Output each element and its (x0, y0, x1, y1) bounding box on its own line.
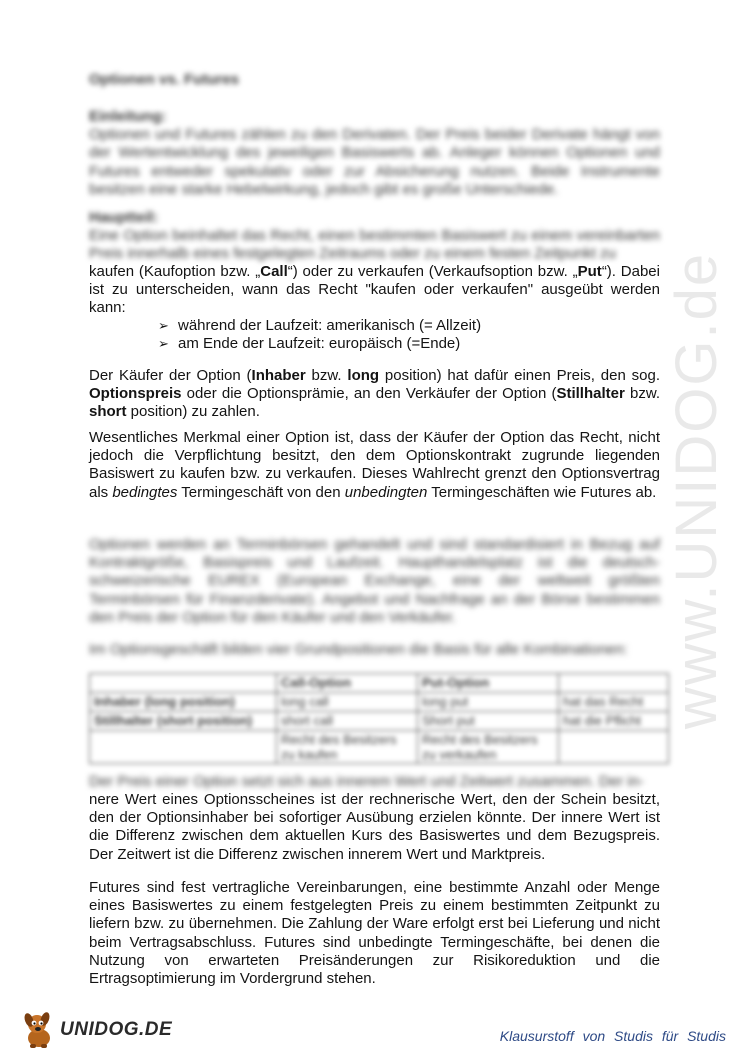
logo-text: UNIDOG.DE (60, 1019, 173, 1040)
unidog-logo (20, 1010, 172, 1050)
arrow-bullet-icon: ➢ (158, 336, 169, 352)
term-call: Call (260, 263, 288, 280)
paragraph-positions-blurred: Im Optionsgeschäft bilden vier Grundpositionen die Basis für alle Kombinationen: (89, 641, 628, 658)
dog-mascot-icon (20, 1010, 58, 1050)
document-title: Optionen vs. Futures (89, 71, 240, 88)
paragraph-call-put: kaufen (Kaufoption bzw. „Call“) oder zu verkaufen (Verkaufsoption bzw. „Put“). Dabei ist zu unterscheiden, wann das Recht "kaufen oder verkaufen" ausgeübt werden kann: (89, 263, 660, 317)
paragraph-option-feature: Wesentliches Merkmal einer Option ist, dass der Käufer der Option das Recht, nicht jedoch die Verpflichtung besitzt, den dem Optionskontrakt zugrunde liegenden Basiswert zu kaufen bzw. zu verkaufen. Dieses Wahlrecht grenzt den Optionsvertrag als bedingtes Termingeschäft von den unbedingten Termingeschäften wie Futures ab. (89, 429, 660, 501)
paragraph-buyer-seller: Der Käufer der Option (Inhaber bzw. long position) hat dafür einen Preis, den sog. Optionspreis oder die Optionsprämie, an den Verkäufer der Option (Stillhalter bzw. short position) zu zahlen. (89, 367, 660, 421)
watermark (652, 180, 742, 800)
main-heading: Hauptteil: (89, 209, 159, 226)
table-row: Call-Option Put-Option (90, 674, 669, 693)
paragraph-futures: Futures sind fest vertragliche Vereinbarungen, eine bestimmte Anzahl oder Menge eines Basiswertes zu einem festgelegten Preis zu einem bestimmten Zeitpunkt zu liefern bzw. zu übernehmen. Die Zahlung der Ware erfolgt erst bei Lieferung und nicht beim Vertragsabschluss. Futures sind unbedingte Termingeschäfte, bei denen die Nutzung von erwarteten Preisänderungen zur Risikoreduktion und die Ertragsoptimierung im Vordergrund stehen. (89, 879, 660, 988)
main-heading-block (89, 209, 660, 264)
paragraph-exchange-blurred: Optionen werden an Terminbörsen gehandelt und sind standardisiert in Bezug auf Kontraktgröße, Basispreis und Laufzeit. Haupthandelsplatz ist die deutsch-schweizerische EUREX (European Exchange, eine der weltweit größten Terminbörsen für Finanzderivate). Angebot und Nachfrage an der Börse bestimmen den Preis der Option für den Käufer und den Verkäufer. (89, 536, 660, 626)
list-item: ➢ am Ende der Laufzeit: europäisch (=Ende) (158, 335, 461, 353)
table-row: Recht des Besitzers zu kaufen Recht des Besitzers zu verkaufen (90, 731, 669, 764)
paragraph-value-blurred-line: Der Preis einer Option setzt sich aus innerem Wert und Zeitwert zusammen. Der in- (89, 773, 644, 790)
list-item: ➢ während der Laufzeit: amerikanisch (= Allzeit) (158, 317, 482, 334)
watermark-text: www.UNIDOG.de (664, 251, 730, 729)
main-blurred-lead: Eine Option beinhaltet das Recht, einen bestimmten Basiswert zu einem vereinbarten Preis innerhalb eines festgelegten Zeitraums oder zu einem festen Zeitpunkt zu (89, 227, 660, 263)
intro-text: Optionen und Futures zählen zu den Derivaten. Der Preis beider Derivate hängt von der Wertentwicklung des jeweiligen Basiswerts ab. Anleger können Optionen und Futures entweder spekulativ oder zur Absicherung nutzen. Beide Instrumente besitzen eine starke Hebelwirkung, jedoch gibt es große Unterschiede. (89, 126, 660, 198)
paragraph-inner-value: nere Wert eines Optionsscheines ist der rechnerische Wert, den der Schein besitzt, den der Optionsinhaber bei sofortiger Ausübung erzielen könnte. Der innere Wert ist die Differenz zwischen dem aktuellen Kurs des Basiswertes und dem Bezugspreis. Der Zeitwert ist die Differenz zwischen innerem Wert und Marktpreis. (89, 791, 660, 863)
intro-section (89, 108, 660, 199)
table-row: Stillhalter (short position) short call Short put hat die Pflicht (90, 712, 669, 731)
term-put: Put (577, 263, 602, 280)
positions-table (89, 673, 669, 764)
table-row: Inhaber (long position) long call long put hat das Recht (90, 693, 669, 712)
footer-tagline: Klausurstoff von Studis für Studis (499, 1028, 726, 1044)
arrow-bullet-icon: ➢ (158, 318, 169, 333)
intro-heading: Einleitung: (89, 108, 167, 125)
exercise-type-list (158, 317, 481, 353)
